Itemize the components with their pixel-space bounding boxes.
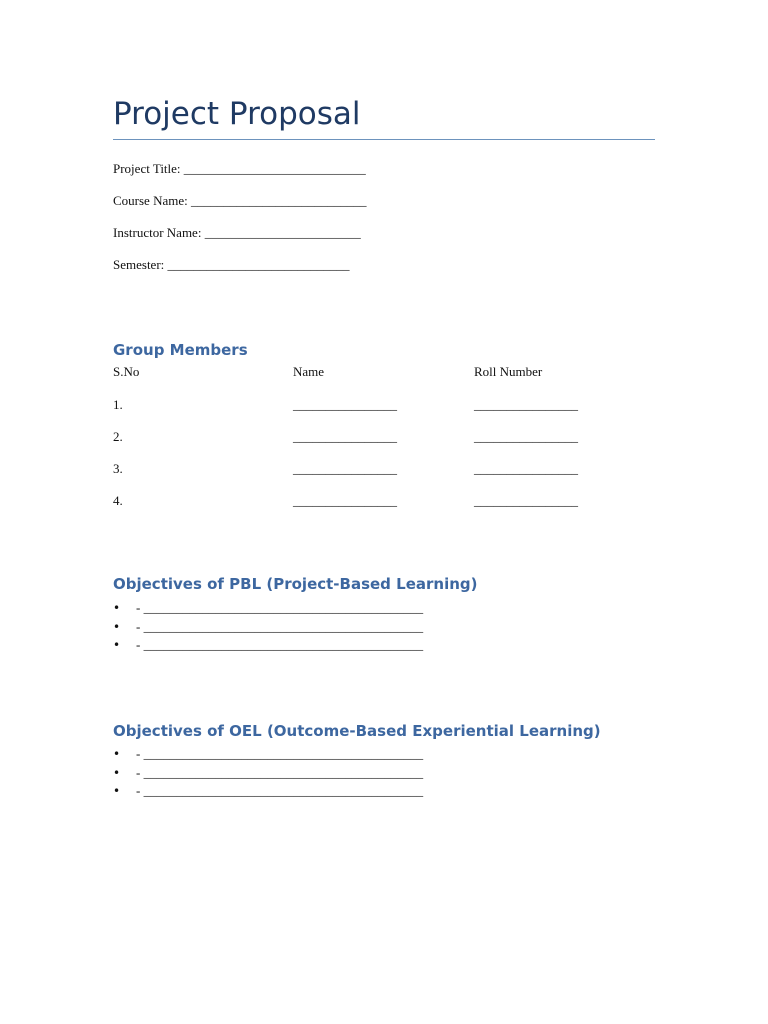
row-roll-blank: ________________ [474, 429, 578, 444]
list-item [113, 600, 423, 616]
list-item [113, 746, 423, 762]
list-item-text: - ___________________________________________ [136, 619, 424, 634]
row-name-blank: ________________ [293, 429, 397, 444]
row-roll-blank: ________________ [474, 461, 578, 476]
row-sno: 1. [113, 397, 123, 412]
oel-objectives-heading: Objectives of OEL (Outcome-Based Experiential Learning) [113, 722, 601, 740]
list-item-text: - ___________________________________________ [136, 600, 424, 615]
project-title-field: Project Title: ____________________________ [113, 161, 366, 176]
title-underline [113, 139, 655, 140]
page-title: Project Proposal [113, 96, 361, 132]
bullet-icon: • [113, 601, 121, 615]
row-sno: 4. [113, 493, 123, 508]
list-item-text: - ___________________________________________ [136, 746, 424, 761]
instructor-name-field: Instructor Name: ________________________ [113, 225, 361, 240]
row-roll-blank: ________________ [474, 397, 578, 412]
list-item-text: - ___________________________________________ [136, 637, 424, 652]
row-roll-blank: ________________ [474, 493, 578, 508]
row-sno: 2. [113, 429, 123, 444]
list-item-text: - ___________________________________________ [136, 765, 424, 780]
list-item [113, 765, 423, 781]
row-name-blank: ________________ [293, 493, 397, 508]
bullet-icon: • [113, 784, 121, 798]
bullet-icon: • [113, 620, 121, 634]
pbl-objectives-heading: Objectives of PBL (Project-Based Learning) [113, 575, 478, 593]
row-name-blank: ________________ [293, 461, 397, 476]
column-header-name: Name [293, 364, 325, 379]
list-item-text: - ___________________________________________ [136, 783, 424, 798]
list-item [113, 637, 423, 653]
column-header-roll-number: Roll Number [474, 364, 543, 379]
bullet-icon: • [113, 638, 121, 652]
group-members-heading: Group Members [113, 341, 248, 359]
course-name-field: Course Name: ___________________________ [113, 193, 367, 208]
row-sno: 3. [113, 461, 123, 476]
column-header-sno: S.No [113, 364, 140, 379]
semester-field: Semester: ____________________________ [113, 257, 350, 272]
row-name-blank: ________________ [293, 397, 397, 412]
list-item [113, 783, 423, 799]
list-item [113, 619, 423, 635]
bullet-icon: • [113, 766, 121, 780]
bullet-icon: • [113, 747, 121, 761]
